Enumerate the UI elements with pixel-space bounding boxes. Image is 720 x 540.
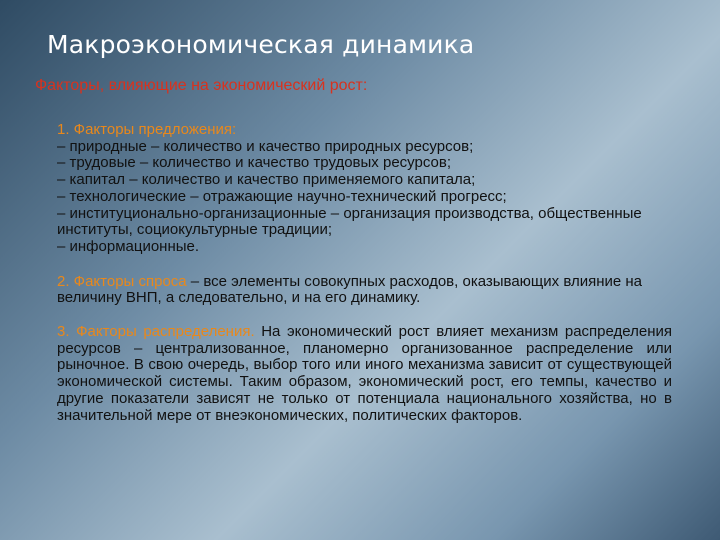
demand-text: – все элементы совокупных расходов, оказывающих влияние на величину ВНП, а следовательно, и на его динамику. xyxy=(57,272,642,307)
distribution-text: На экономический рост влияет механизм распределения ресурсов – централизованное, планомерно организованное распределение или рыночное. В свою очередь, выбор того или иного механизма зависит от существующей экономической системы. Таким образом, экономический рост, его темпы, качество и другие показатели зависят не только от потенциала национального хозяйства, но в значительной мере от внеэкономических, политических факторов. xyxy=(57,323,672,424)
supply-heading: 1. Факторы предложения: xyxy=(57,121,237,138)
demand-paragraph xyxy=(57,274,672,307)
distribution-label: 3. Факторы распределения. xyxy=(57,323,255,341)
slide-title: Макроэкономическая динамика xyxy=(47,30,475,59)
distribution-paragraph xyxy=(57,324,672,424)
supply-item: – информационные. xyxy=(57,237,200,255)
supply-item: – трудовые – количество и качество трудовых ресурсов; xyxy=(57,154,451,172)
supply-item: – природные – количество и качество природных ресурсов; xyxy=(57,137,474,155)
supply-item: – институционально-организационные – организация производства, общественные институты, социокультурные традиции; xyxy=(57,204,642,239)
supply-item: – капитал – количество и качество применяемого капитала; xyxy=(57,171,476,189)
demand-label: 2. Факторы спроса xyxy=(57,272,187,290)
slide-subtitle: Факторы, влияющие на экономический рост: xyxy=(35,77,368,94)
slide-content xyxy=(57,122,672,424)
supply-item: – технологические – отражающие научно-технический прогресс; xyxy=(57,187,507,205)
